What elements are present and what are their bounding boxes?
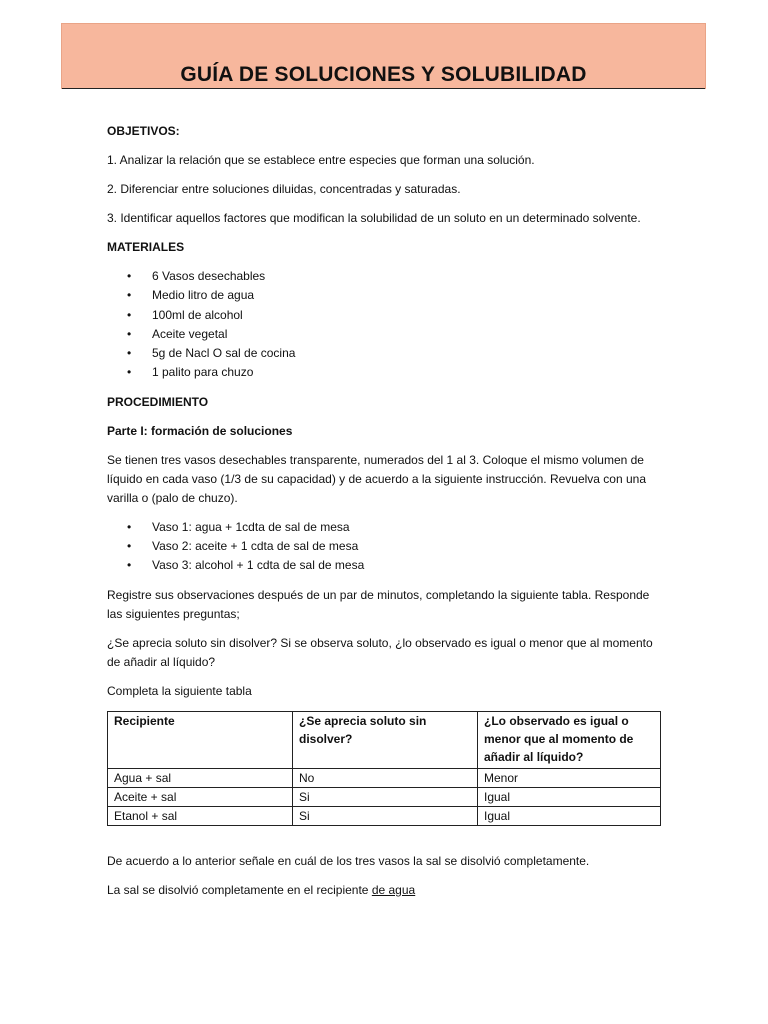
header-soluto: ¿Se aprecia soluto sin disolver? [293, 711, 478, 768]
table-cell: Igual [478, 806, 661, 825]
list-item: • 100ml de alcohol [107, 306, 667, 325]
list-item: • Medio litro de agua [107, 286, 667, 305]
register-instructions: Registre sus observaciones después de un par de minutos, completando la siguiente tabla. Responde las siguientes preguntas; [107, 587, 650, 621]
part1-heading: Parte I: formación de soluciones [107, 423, 293, 438]
answer-value: de agua [371, 882, 416, 897]
table-cell: Igual [478, 787, 661, 806]
table-cell: Etanol + sal [108, 806, 293, 825]
procedure-intro: Se tienen tres vasos desechables transparente, numerados del 1 al 3. Coloque el mismo volumen de líquido en cada vaso (1/3 de su capacidad) y de acuerdo a la siguiente instrucción. Revuelva con una varilla o (palo de chuzo). [107, 452, 647, 505]
table-cell: Si [293, 806, 478, 825]
table-row [108, 806, 661, 825]
table-cell: No [293, 768, 478, 787]
observation-table [107, 711, 661, 826]
materials-list [107, 267, 667, 383]
list-item: • Vaso 2: aceite + 1 cdta de sal de mesa [107, 537, 667, 556]
table-cell: Si [293, 787, 478, 806]
conclusion-answer [107, 881, 667, 900]
table-intro: Completa la siguiente tabla [107, 683, 252, 698]
list-item: • Aceite vegetal [107, 325, 667, 344]
objectives-heading: OBJETIVOS: [107, 124, 180, 138]
page-title: GUÍA DE SOLUCIONES Y SOLUBILIDAD [62, 64, 705, 89]
title-banner [61, 23, 706, 89]
list-item: • 6 Vasos desechables [107, 267, 667, 286]
header-recipiente: Recipiente [108, 711, 293, 768]
materials-heading: MATERIALES [107, 240, 185, 254]
list-item: • 5g de Nacl O sal de cocina [107, 344, 667, 363]
table-row [108, 787, 661, 806]
question-text: ¿Se aprecia soluto sin disolver? Si se observa soluto, ¿lo observado es igual o menor que al momento de añadir al líquido? [107, 635, 653, 669]
list-item: • Vaso 3: alcohol + 1 cdta de sal de mesa [107, 556, 667, 575]
conclusion-prompt: De acuerdo a lo anterior señale en cuál de los tres vasos la sal se disolvió completamente. [107, 853, 590, 868]
table-cell: Aceite + sal [108, 787, 293, 806]
list-item: • 1 palito para chuzo [107, 363, 667, 382]
table-row [108, 768, 661, 787]
objective-3: 3. Identificar aquellos factores que modifican la solubilidad de un soluto en un determinado solvente. [107, 211, 641, 225]
table-cell: Menor [478, 768, 661, 787]
procedure-heading: PROCEDIMIENTO [107, 394, 209, 409]
table-header-row [108, 711, 661, 768]
answer-prefix: La sal se disolvió completamente en el recipiente [107, 882, 372, 897]
glasses-list [107, 518, 667, 576]
objective-1: 1. Analizar la relación que se establece entre especies que forman una solución. [107, 153, 535, 167]
list-item: • Vaso 1: agua + 1cdta de sal de mesa [107, 518, 667, 537]
objective-2: 2. Diferenciar entre soluciones diluidas, concentradas y saturadas. [107, 182, 461, 196]
table-cell: Agua + sal [108, 768, 293, 787]
document-body [107, 122, 667, 910]
header-observado: ¿Lo observado es igual o menor que al momento de añadir al líquido? [478, 711, 661, 768]
